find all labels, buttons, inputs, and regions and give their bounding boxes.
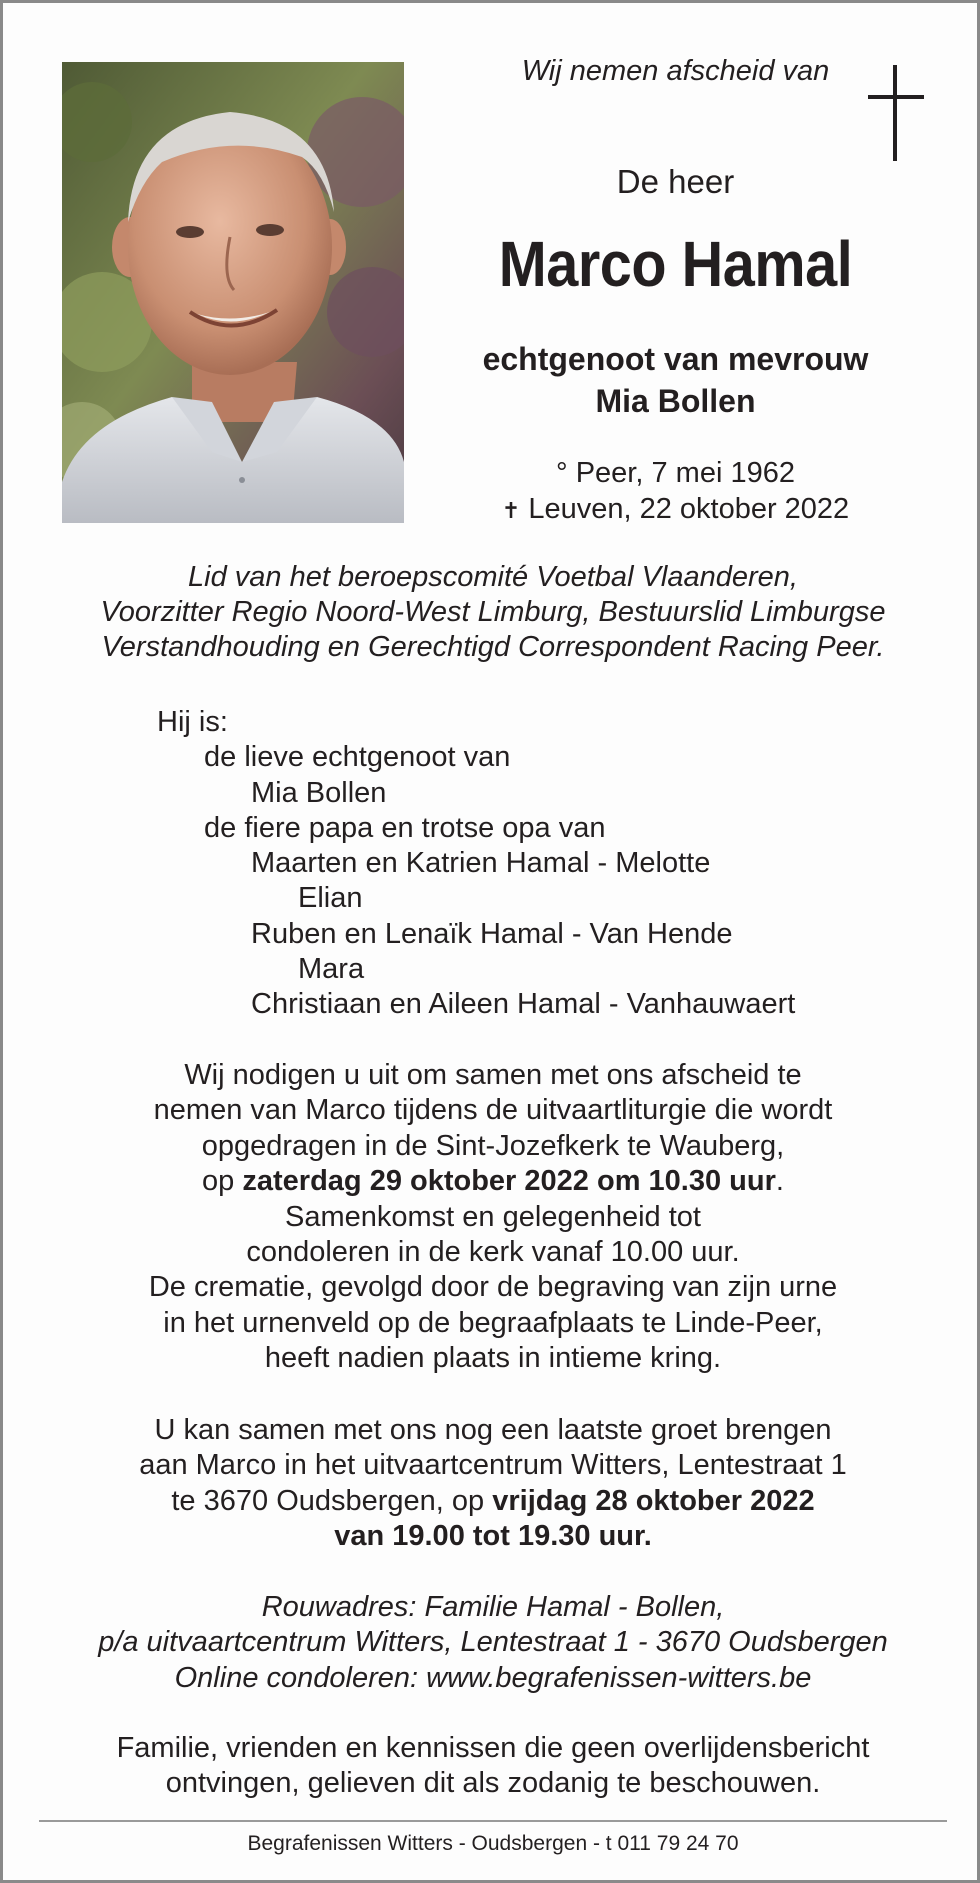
- spouse-block: [403, 338, 948, 422]
- role-line: Lid van het beroepscomité Voetbal Vlaanderen,: [188, 561, 798, 593]
- visit-line: aan Marco in het uitvaartcentrum Witters, Lentestraat 1: [139, 1449, 847, 1482]
- service-date: zaterdag 29 oktober 2022 om 10.30 uur: [242, 1165, 776, 1198]
- service-line: in het urnenveld op de begraafplaats te Linde-Peer,: [163, 1306, 823, 1339]
- family-spouse-name: Mia Bollen: [251, 776, 387, 809]
- death-line: [403, 491, 948, 529]
- role-line: Voorzitter Regio Noord-West Limburg, Bestuurslid Limburgse: [100, 596, 886, 628]
- visit-date: vrijdag 28 oktober 2022: [492, 1484, 815, 1517]
- family-spouse-label: de lieve echtgenoot van: [204, 741, 511, 774]
- intro-text: Wij nemen afscheid van: [521, 55, 830, 87]
- dates-block: [403, 455, 948, 529]
- service-line: Samenkomst en gelegenheid tot: [285, 1200, 701, 1233]
- visit-date-prefix: te 3670 Oudsbergen, op: [171, 1484, 485, 1517]
- closing-block: [3, 1731, 980, 1802]
- footer-divider: [39, 1820, 947, 1822]
- service-date-suffix: .: [775, 1165, 784, 1198]
- roles-block: [3, 560, 980, 665]
- address-line: p/a uitvaartcentrum Witters, Lentestraat 1 - 3670 Oudsbergen: [98, 1626, 888, 1659]
- salutation: De heer: [616, 163, 735, 200]
- deceased-name: Marco Hamal: [498, 228, 853, 300]
- service-block: [3, 1058, 980, 1377]
- service-date-line: [3, 1164, 980, 1199]
- service-line: De crematie, gevolgd door de begraving van zijn urne: [148, 1271, 838, 1304]
- closing-line: ontvingen, gelieven dit als zodanig te beschouwen.: [165, 1767, 821, 1800]
- service-date-prefix: op: [202, 1165, 235, 1198]
- birth-line: [403, 455, 948, 491]
- address-line: Rouwadres: Familie Hamal - Bollen,: [261, 1591, 725, 1623]
- portrait-photo: [62, 62, 404, 523]
- spouse-line-2: Mia Bollen: [595, 383, 756, 419]
- condolence-url: Online condoleren: www.begrafenissen-witters.be: [174, 1661, 812, 1694]
- service-line: nemen van Marco tijdens de uitvaartliturgie die wordt: [153, 1094, 833, 1127]
- death-symbol-icon: ✝: [501, 498, 521, 523]
- family-children-label: de fiere papa en trotse opa van: [204, 811, 606, 844]
- service-line: condoleren in de kerk vanaf 10.00 uur.: [246, 1236, 740, 1269]
- footer-text: Begrafenissen Witters - Oudsbergen - t 011 79 24 70: [247, 1832, 739, 1855]
- family-heading: Hij is:: [157, 706, 228, 738]
- family-child: Christiaan en Aileen Hamal - Vanhauwaert: [251, 988, 796, 1021]
- family-child: Ruben en Lenaïk Hamal - Van Hende: [251, 917, 733, 950]
- closing-line: Familie, vrienden en kennissen die geen overlijdensbericht: [116, 1732, 870, 1764]
- visit-line: U kan samen met ons nog een laatste groet brengen: [154, 1414, 832, 1446]
- service-line: opgedragen in de Sint-Jozefkerk te Wauberg,: [201, 1129, 785, 1162]
- family-child: Maarten en Katrien Hamal - Melotte: [251, 847, 711, 880]
- spouse-line-1: echtgenoot van mevrouw: [482, 341, 869, 377]
- family-grandchild: Mara: [298, 953, 365, 986]
- death-date: Leuven, 22 oktober 2022: [528, 493, 850, 525]
- service-line: heeft nadien plaats in intieme kring.: [264, 1342, 722, 1375]
- birth-date: Peer, 7 mei 1962: [575, 457, 795, 489]
- visit-date-line: [3, 1484, 980, 1519]
- address-block: [3, 1590, 980, 1696]
- family-grandchild: Elian: [298, 882, 363, 915]
- service-line: Wij nodigen u uit om samen met ons afscheid te: [184, 1059, 802, 1091]
- visit-time: van 19.00 tot 19.30 uur.: [334, 1520, 652, 1553]
- role-line: Verstandhouding en Gerechtigd Correspondent Racing Peer.: [101, 631, 885, 663]
- visit-block: [3, 1413, 980, 1555]
- portrait-illustration: [62, 62, 404, 523]
- family-list: [157, 705, 795, 1023]
- birth-symbol: °: [556, 457, 568, 489]
